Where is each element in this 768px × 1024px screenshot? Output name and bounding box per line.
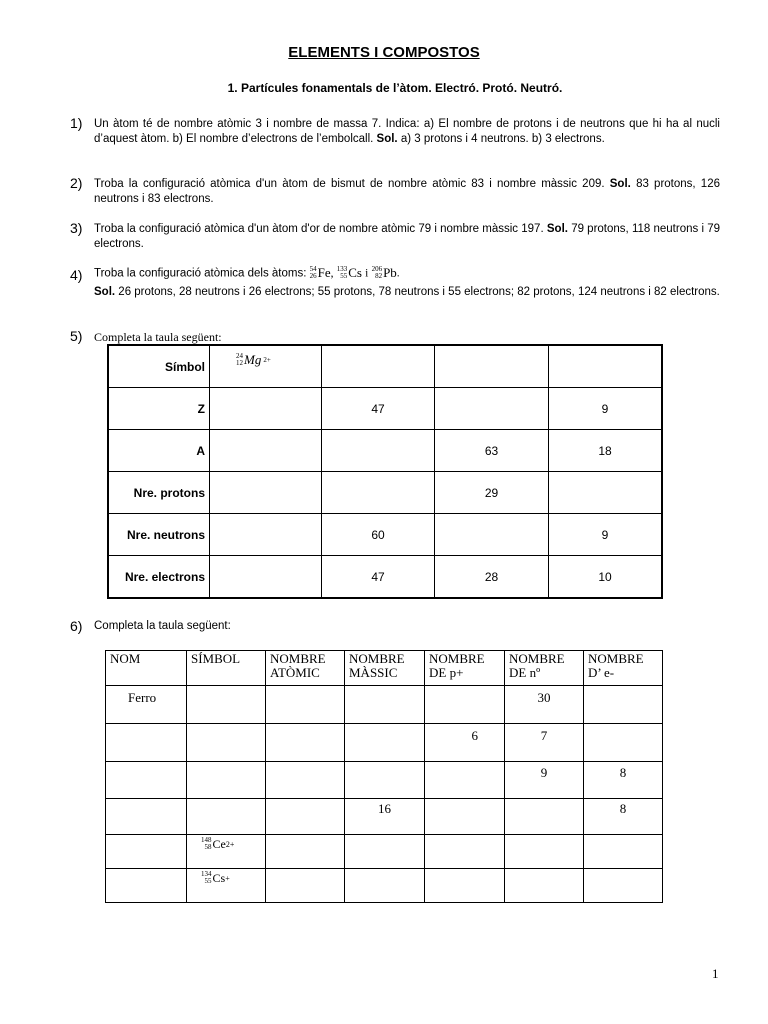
- table-cell[interactable]: [505, 799, 584, 835]
- table-cell[interactable]: [106, 724, 187, 762]
- solution-text: 79 protons, 118 neutrons i 79 electrons.: [94, 223, 720, 250]
- table-cell[interactable]: [187, 686, 266, 724]
- table-cell[interactable]: 28: [435, 556, 549, 599]
- question-number: 5): [70, 328, 83, 344]
- table-cell[interactable]: [549, 472, 663, 514]
- table-cell[interactable]: [584, 686, 663, 724]
- table-row: [108, 388, 662, 430]
- table-cell[interactable]: [210, 556, 322, 599]
- table-cell[interactable]: 47: [322, 388, 435, 430]
- ce-ion-symbol: 148 58 Ce 2+: [201, 836, 235, 852]
- question-text: Troba la configuració atòmica dels àtoms:: [94, 267, 307, 280]
- row-header: Nre. neutrons: [108, 514, 210, 556]
- table-row: [108, 345, 662, 388]
- question-4: Troba la configuració atòmica dels àtoms: 54 26 Fe , 133 55 Cs i 206 82 Pb .: [94, 265, 400, 281]
- solution-text: 83 protons, 126 neutrons i 83 electrons.: [94, 178, 720, 205]
- table-cell[interactable]: [187, 799, 266, 835]
- nuclide-cs: 133 55 Cs: [336, 265, 362, 281]
- table-cell[interactable]: [210, 472, 322, 514]
- table-cell[interactable]: 7: [505, 724, 584, 762]
- table-cell[interactable]: [210, 388, 322, 430]
- table-cell[interactable]: [106, 799, 187, 835]
- table-cell[interactable]: [425, 762, 505, 799]
- table-row: [106, 762, 663, 799]
- table-cell[interactable]: 8: [584, 799, 663, 835]
- table-cell[interactable]: 9: [505, 762, 584, 799]
- table-cell[interactable]: [210, 430, 322, 472]
- table-cell[interactable]: 29: [435, 472, 549, 514]
- table-cell[interactable]: [106, 869, 187, 903]
- elements-table: [105, 650, 663, 903]
- table-row: [106, 799, 663, 835]
- section-subtitle: 1. Partícules fonamentals de l’àtom. Electró. Protó. Neutró.: [227, 81, 563, 95]
- table-row: [106, 835, 663, 869]
- cs-ion-symbol: 134 55 Cs +: [201, 870, 230, 886]
- table-cell[interactable]: [266, 724, 345, 762]
- table-cell[interactable]: [435, 388, 549, 430]
- table-row: [106, 869, 663, 903]
- solution-label: Sol.: [94, 286, 116, 298]
- particles-table: [107, 344, 663, 599]
- table-cell[interactable]: 9: [549, 388, 663, 430]
- table-cell[interactable]: 60: [322, 514, 435, 556]
- table-cell[interactable]: 6: [425, 724, 505, 762]
- table-cell[interactable]: 10: [549, 556, 663, 599]
- page-title: ELEMENTS I COMPOSTOS: [288, 44, 480, 61]
- table-cell[interactable]: [322, 472, 435, 514]
- table-row: [108, 472, 662, 514]
- row-header: Nre. electrons: [108, 556, 210, 599]
- row-header: A: [108, 430, 210, 472]
- table-row: [108, 556, 662, 599]
- column-header: NOMBRE ATÒMIC: [266, 651, 345, 686]
- table-cell[interactable]: [584, 835, 663, 869]
- table-cell[interactable]: [345, 869, 425, 903]
- table-cell[interactable]: 9: [549, 514, 663, 556]
- solution-text: a) 3 protons i 4 neutrons. b) 3 electrons.: [400, 132, 605, 145]
- table-cell[interactable]: 16: [345, 799, 425, 835]
- solution-label: Sol.: [609, 178, 631, 190]
- question-text: Troba la configuració atòmica d'un àtom de bismut de nombre atòmic 83 i nombre màssic 209.: [94, 178, 605, 190]
- question-text: Completa la taula següent:: [94, 620, 231, 632]
- table-cell[interactable]: [345, 762, 425, 799]
- question-3: [94, 222, 720, 251]
- row-header: Nre. protons: [108, 472, 210, 514]
- table-cell[interactable]: [505, 869, 584, 903]
- table-cell[interactable]: [266, 762, 345, 799]
- question-4-solution: [94, 285, 720, 300]
- table-cell[interactable]: Ferro: [106, 686, 187, 724]
- row-header: Símbol: [108, 345, 210, 388]
- table-cell[interactable]: [106, 762, 187, 799]
- table-cell[interactable]: [584, 869, 663, 903]
- table-cell[interactable]: [266, 869, 345, 903]
- table-cell[interactable]: 47: [322, 556, 435, 599]
- solution-label: Sol.: [546, 223, 568, 235]
- table-cell[interactable]: [345, 686, 425, 724]
- table-cell[interactable]: [425, 799, 505, 835]
- column-header: NOMBRE MÀSSIC: [345, 651, 425, 686]
- table-cell[interactable]: 18: [549, 430, 663, 472]
- column-header: NOMBRE D’ e-: [584, 651, 663, 686]
- column-header: NOM: [106, 651, 187, 686]
- table-cell[interactable]: [187, 835, 266, 869]
- solution-text: 26 protons, 28 neutrons i 26 electrons; 55 protons, 78 neutrons i 55 electrons; 82 protons, 124 neutrons i 82 electrons.: [118, 286, 720, 298]
- table-cell[interactable]: [345, 835, 425, 869]
- table-row: [108, 514, 662, 556]
- table-cell[interactable]: [210, 345, 322, 388]
- table-row: [106, 724, 663, 762]
- table-cell[interactable]: [425, 686, 505, 724]
- question-text: Un àtom té de nombre atòmic 3 i nombre de massa 7. Indica: a) El nombre de protons i de neutrons que hi ha al nucli d’aquest àtom. b) El nombre d’electrons de l’embolcall.: [94, 118, 720, 145]
- row-header: Z: [108, 388, 210, 430]
- table-cell[interactable]: [187, 724, 266, 762]
- nuclide-pb: 206 82 Pb: [371, 265, 397, 281]
- table-cell[interactable]: [435, 345, 549, 388]
- question-number: 3): [70, 220, 83, 236]
- question-number: 4): [70, 267, 83, 283]
- table-cell[interactable]: [266, 835, 345, 869]
- table-cell[interactable]: [322, 430, 435, 472]
- mg-ion-symbol: 24 12 Mg 2+: [236, 352, 271, 367]
- table-row: [106, 686, 663, 724]
- question-number: 1): [70, 115, 83, 131]
- table-cell[interactable]: 30: [505, 686, 584, 724]
- table-cell[interactable]: 63: [435, 430, 549, 472]
- nuclide-fe: 54 26 Fe: [309, 265, 331, 281]
- page-number: 1: [712, 966, 719, 981]
- table-cell[interactable]: [266, 799, 345, 835]
- column-header: NOMBRE DE p+: [425, 651, 505, 686]
- question-2: [94, 177, 720, 206]
- table-cell[interactable]: [210, 514, 322, 556]
- question-1: [94, 117, 720, 146]
- column-header: SÍMBOL: [187, 651, 266, 686]
- table-cell[interactable]: [584, 724, 663, 762]
- table-header-row: [106, 651, 663, 686]
- table-cell[interactable]: [425, 869, 505, 903]
- solution-label: Sol.: [376, 132, 398, 145]
- table-cell[interactable]: [322, 345, 435, 388]
- table-cell[interactable]: [505, 835, 584, 869]
- table-cell[interactable]: 8: [584, 762, 663, 799]
- table-cell[interactable]: [435, 514, 549, 556]
- table-cell[interactable]: [106, 835, 187, 869]
- table-row: [108, 430, 662, 472]
- question-number: 2): [70, 175, 83, 191]
- table-cell[interactable]: [345, 724, 425, 762]
- question-text: Troba la configuració atòmica d'un àtom d'or de nombre atòmic 79 i nombre màssic 197.: [94, 223, 544, 235]
- table-cell[interactable]: [187, 762, 266, 799]
- table-cell[interactable]: [187, 869, 266, 903]
- table-cell[interactable]: [549, 345, 663, 388]
- column-header: NOMBRE DE nº: [505, 651, 584, 686]
- question-text: Completa la taula següent:: [94, 330, 222, 344]
- table-cell[interactable]: [425, 835, 505, 869]
- question-number: 6): [70, 618, 83, 634]
- table-cell[interactable]: [266, 686, 345, 724]
